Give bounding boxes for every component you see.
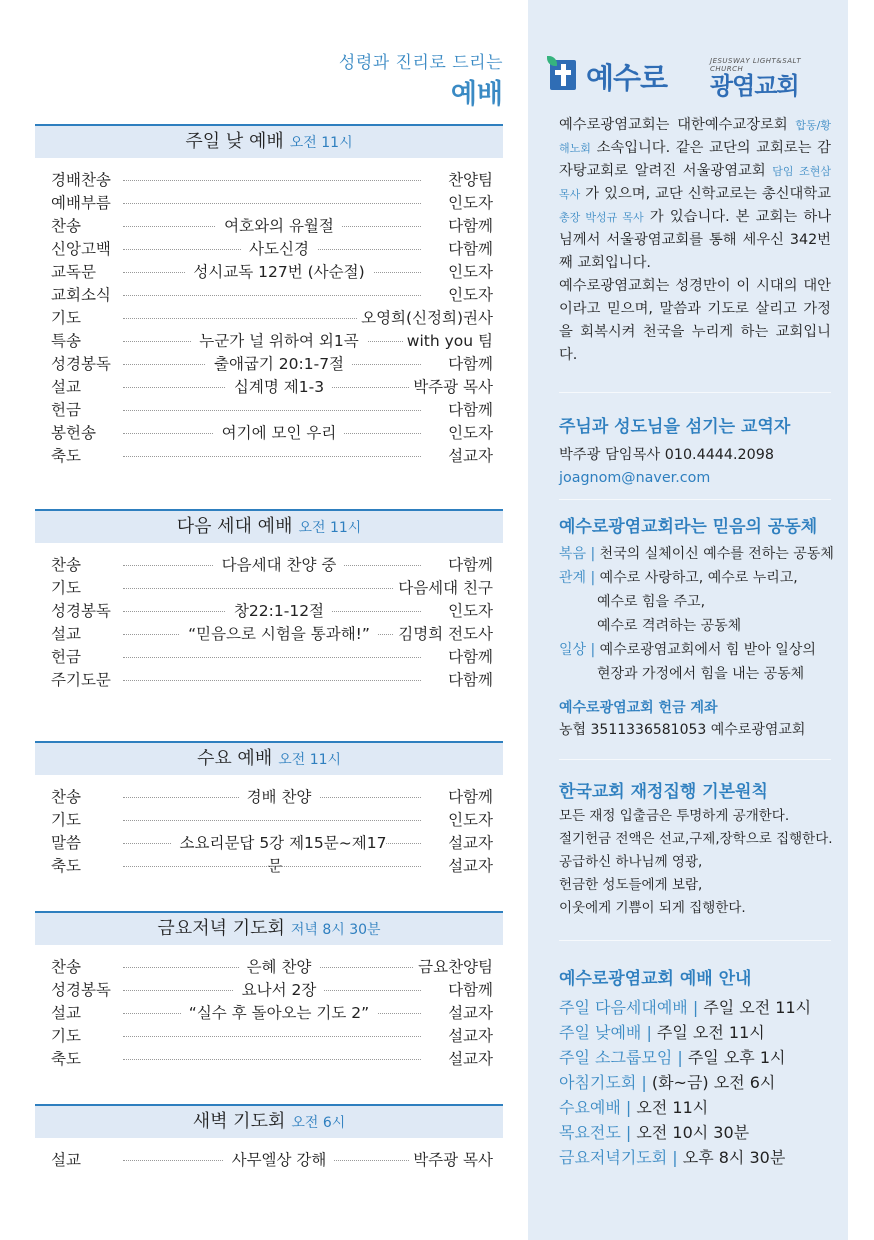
guide-val: 주일 오후 1시	[682, 1048, 786, 1067]
guide-val: 주일 오전 11시	[651, 1023, 765, 1042]
item-key: 복음 |	[559, 546, 596, 562]
order-row	[35, 809, 503, 832]
guide-item	[559, 1020, 811, 1045]
item-text: 천국의 실체이신 예수를 전하는 공동체	[599, 546, 834, 562]
community-title: 예수로광염교회라는 믿음의 공동체	[559, 517, 818, 537]
guide-key: 주일 소그룹모임 |	[559, 1048, 683, 1067]
order-person: 인도자	[444, 192, 493, 215]
order-row	[35, 376, 503, 399]
guide-val: 오전 10시 30분	[631, 1123, 750, 1142]
order-person: 다함께	[444, 215, 493, 238]
order-content-wrap	[165, 261, 393, 284]
order-label: 특송	[51, 330, 85, 353]
order-label: 주기도문	[51, 669, 115, 692]
guide-val: (화~금) 오전 6시	[646, 1073, 776, 1092]
pastor-contact: 박주광 담임목사 010.4444.2098	[559, 447, 774, 463]
guide-key: 주일 다음세대예배 |	[559, 998, 699, 1017]
order-content: 은혜 찬양	[239, 958, 320, 976]
intro-text: 예수로광염교회는 대한예수교장로회	[559, 117, 796, 133]
section-title: 수요 예배	[196, 748, 273, 769]
order-row	[35, 261, 503, 284]
leader-dots	[123, 203, 421, 204]
order-label: 설교	[51, 1149, 85, 1172]
order-content-wrap	[165, 956, 393, 979]
guide-list	[559, 995, 811, 1170]
intro-text: 가 있습니다. 본 교회는 하나님께서 서울광염교회를 통해 세우신 342번째 교회입니다.	[559, 209, 832, 271]
divider	[559, 759, 831, 760]
section-time: 오전 11시	[298, 520, 362, 536]
order-content-wrap	[165, 554, 393, 577]
section-title: 새벽 기도회	[192, 1111, 286, 1132]
guide-key: 목요전도 |	[559, 1123, 632, 1142]
guide-item	[559, 1045, 811, 1070]
order-row	[35, 215, 503, 238]
leader-dots	[123, 456, 421, 457]
order-content: 십계명 제1-3	[226, 378, 332, 396]
leader-dots	[123, 657, 421, 658]
order-person: 설교자	[444, 1048, 493, 1071]
divider	[559, 940, 831, 941]
staff-info	[559, 444, 774, 490]
order-label: 경배찬송	[51, 169, 115, 192]
intro-note: 합동/황해노회	[559, 119, 831, 155]
section-rows	[35, 554, 503, 692]
leader-dots	[123, 588, 421, 589]
order-person: 다함께	[444, 669, 493, 692]
account-number: 농협 3511336581053 예수로광염교회	[559, 722, 806, 738]
section-rows	[35, 1149, 503, 1172]
order-person: 찬양팀	[444, 169, 493, 192]
order-content-wrap	[165, 1149, 393, 1172]
order-person: 설교자	[444, 445, 493, 468]
order-row	[35, 646, 503, 669]
order-label: 성경봉독	[51, 353, 115, 376]
order-row	[35, 855, 503, 878]
finance-line: 모든 재정 입출금은 투명하게 공개한다.	[559, 808, 790, 824]
intro-text: 가 있으며, 교단 신학교로는 총신대학교	[580, 186, 831, 202]
guide-title: 예수로광염교회 예배 안내	[559, 969, 752, 989]
order-label: 축도	[51, 855, 85, 878]
header-title: 예배	[450, 79, 503, 110]
logo-name-2: 광염교회	[710, 72, 799, 100]
order-label: 말씀	[51, 832, 85, 855]
order-person: 설교자	[444, 1025, 493, 1048]
guide-key: 아침기도회 |	[559, 1073, 647, 1092]
staff-title: 주님과 성도님을 섬기는 교역자	[559, 417, 791, 437]
community-item	[559, 542, 834, 566]
guide-key: 수요예배 |	[559, 1098, 632, 1117]
order-person: 인도자	[444, 600, 493, 623]
order-content-wrap	[165, 330, 393, 353]
section-time: 오전 11시	[289, 135, 353, 151]
section-header	[35, 1104, 503, 1138]
order-row	[35, 956, 503, 979]
order-content: 경배 찬양	[239, 788, 320, 806]
order-row	[35, 577, 503, 600]
finance-line: 이웃에게 기쁨이 되게 집행한다.	[559, 900, 746, 916]
order-person: 다함께	[444, 979, 493, 1002]
order-content: 소요리문답 5강 제15문~제17문	[172, 834, 387, 875]
item-key: 관계 |	[559, 570, 596, 586]
order-label: 교회소식	[51, 284, 115, 307]
intro-text: 예수로광염교회는 성경만이 이 시대의 대안이라고 믿으며, 말씀과 기도로 살리고 가정을 회복시켜 천국을 누리게 하는 교회입니다.	[559, 278, 831, 363]
section-rows	[35, 956, 503, 1071]
order-person: 설교자	[444, 832, 493, 855]
order-person: 김명희 전도사	[394, 623, 493, 646]
order-person: 다함께	[444, 786, 493, 809]
order-content-wrap	[165, 353, 393, 376]
order-content: 요나서 2장	[234, 981, 325, 999]
leader-dots	[123, 295, 421, 296]
order-person: 설교자	[444, 855, 493, 878]
finance-line: 헌금한 성도들에게 보람,	[559, 877, 703, 893]
email-link[interactable]: joagnom@naver.com	[559, 470, 711, 486]
order-person: 다함께	[444, 353, 493, 376]
order-label: 찬송	[51, 554, 85, 577]
finance-line: 절기헌금 전액은 선교,구제,장학으로 집행한다.	[559, 831, 833, 847]
order-content: 누군가 널 위하여 외1곡	[191, 332, 366, 350]
order-person: with you 팀	[403, 330, 493, 353]
order-label: 기도	[51, 577, 85, 600]
order-label: 설교	[51, 376, 85, 399]
section-dawn	[35, 1104, 503, 1172]
order-label: 헌금	[51, 646, 85, 669]
section-time: 저녁 8시 30분	[290, 922, 381, 938]
guide-item	[559, 1070, 811, 1095]
order-content: 여기에 모인 우리	[214, 424, 345, 442]
order-label: 찬송	[51, 956, 85, 979]
order-content-wrap	[165, 1002, 393, 1025]
leader-dots	[123, 866, 421, 867]
order-row	[35, 979, 503, 1002]
guide-val: 주일 오전 11시	[698, 998, 812, 1017]
intro-note: 총장 박성규 목사	[559, 211, 644, 224]
order-label: 기도	[51, 809, 85, 832]
order-content-wrap	[165, 979, 393, 1002]
order-row	[35, 445, 503, 468]
order-label: 교독문	[51, 261, 100, 284]
order-row	[35, 169, 503, 192]
order-content: 창22:1-12절	[226, 602, 332, 620]
order-person: 오영희(신정희)권사	[357, 307, 493, 330]
section-time: 오전 6시	[291, 1115, 346, 1131]
order-person: 인도자	[444, 422, 493, 445]
section-next-generation	[35, 509, 503, 692]
section-rows	[35, 786, 503, 878]
order-label: 봉헌송	[51, 422, 100, 445]
section-title: 주일 낮 예배	[185, 131, 284, 152]
order-label: 축도	[51, 445, 85, 468]
order-label: 찬송	[51, 215, 85, 238]
info-sidebar	[528, 0, 848, 1240]
divider	[559, 499, 831, 500]
order-row	[35, 330, 503, 353]
guide-item	[559, 1145, 811, 1170]
order-row	[35, 353, 503, 376]
order-content-wrap	[165, 600, 393, 623]
order-row	[35, 1025, 503, 1048]
item-text: 예수로 격려하는 공동체	[597, 618, 742, 634]
order-label: 신앙고백	[51, 238, 115, 261]
order-person: 다함께	[444, 554, 493, 577]
finance-line: 공급하신 하나님께 영광,	[559, 854, 703, 870]
section-sunday	[35, 124, 503, 468]
order-row	[35, 307, 503, 330]
order-row	[35, 1048, 503, 1071]
account-title: 예수로광염교회 헌금 계좌	[559, 700, 718, 716]
order-label: 축도	[51, 1048, 85, 1071]
logo-english: JESUSWAY LIGHT&SALT CHURCH	[710, 57, 802, 73]
section-title: 금요저녁 기도회	[157, 918, 285, 939]
leader-dots	[123, 820, 421, 821]
order-content-wrap	[165, 238, 393, 261]
order-row	[35, 399, 503, 422]
section-header	[35, 741, 503, 775]
order-row	[35, 623, 503, 646]
intro-note: 담임 조현삼 목사	[559, 165, 831, 201]
guide-item	[559, 995, 811, 1020]
finance-title: 한국교회 재정집행 기본원칙	[559, 782, 768, 802]
leader-dots	[123, 680, 421, 681]
order-row	[35, 600, 503, 623]
order-content-wrap	[165, 215, 393, 238]
order-label: 찬송	[51, 786, 85, 809]
order-person: 인도자	[444, 809, 493, 832]
section-title: 다음 세대 예배	[176, 516, 293, 537]
order-person: 금요찬양팀	[414, 956, 493, 979]
church-intro	[559, 114, 831, 367]
order-person: 박주광 목사	[409, 376, 493, 399]
item-text: 현장과 가정에서 힘을 내는 공동체	[597, 666, 805, 682]
leader-dots	[123, 410, 421, 411]
section-wednesday	[35, 741, 503, 878]
order-label: 성경봉독	[51, 979, 115, 1002]
order-label: 헌금	[51, 399, 85, 422]
guide-val: 오전 11시	[631, 1098, 709, 1117]
order-row	[35, 422, 503, 445]
order-person: 다함께	[444, 238, 493, 261]
header-subtitle: 성령과 진리로 드리는	[338, 53, 503, 73]
guide-item	[559, 1095, 811, 1120]
order-label: 설교	[51, 1002, 85, 1025]
order-person: 인도자	[444, 284, 493, 307]
order-content: 성시교독 127번 (사순절)	[185, 263, 372, 281]
order-row	[35, 1149, 503, 1172]
order-person: 다함께	[444, 646, 493, 669]
order-person: 다함께	[444, 399, 493, 422]
order-content: 여호와의 유월절	[216, 217, 342, 235]
order-label: 설교	[51, 623, 85, 646]
community-list	[559, 542, 834, 686]
community-item	[559, 638, 834, 686]
community-item	[559, 566, 834, 638]
section-time: 오전 11시	[278, 752, 342, 768]
item-text: 예수로 사랑하고, 예수로 누리고,	[599, 570, 798, 586]
order-person: 설교자	[444, 1002, 493, 1025]
order-content-wrap	[165, 623, 393, 646]
section-header	[35, 911, 503, 945]
section-header	[35, 509, 503, 543]
order-content: 출애굽기 20:1-7절	[206, 355, 352, 373]
order-content: 사무엘상 강해	[224, 1151, 335, 1169]
intro-text: 소속입니다. 같은 교단의 교회로는 감자탕교회로 알려진 서울광염교회	[559, 140, 831, 179]
order-person: 박주광 목사	[409, 1149, 493, 1172]
order-row	[35, 1002, 503, 1025]
order-row	[35, 284, 503, 307]
finance-principles	[559, 805, 833, 920]
order-content-wrap	[165, 422, 393, 445]
divider	[559, 392, 831, 393]
order-row	[35, 786, 503, 809]
order-content-wrap	[165, 786, 393, 809]
leader-dots	[123, 1036, 421, 1037]
leaf-icon	[547, 56, 557, 66]
order-label: 기도	[51, 307, 85, 330]
order-row	[35, 238, 503, 261]
order-label: 예배부름	[51, 192, 115, 215]
order-row	[35, 669, 503, 692]
leader-dots	[123, 180, 421, 181]
order-content: 다음세대 찬양 중	[214, 556, 345, 574]
order-row	[35, 554, 503, 577]
section-header	[35, 124, 503, 158]
order-content-wrap	[165, 376, 393, 399]
church-logo	[550, 56, 835, 100]
order-person: 다음세대 친구	[394, 577, 493, 600]
leader-dots	[123, 1059, 421, 1060]
item-text: 예수로 힘을 주고,	[597, 594, 706, 610]
order-row	[35, 192, 503, 215]
guide-item	[559, 1120, 811, 1145]
logo-name: 예수로	[586, 61, 668, 95]
section-friday	[35, 911, 503, 1071]
item-text: 예수로광염교회에서 힘 받아 일상의	[599, 642, 816, 658]
order-label: 성경봉독	[51, 600, 115, 623]
guide-val: 오후 8시 30분	[677, 1148, 786, 1167]
item-key: 일상 |	[559, 642, 596, 658]
order-label: 기도	[51, 1025, 85, 1048]
order-content: “믿음으로 시험을 통과해!”	[180, 625, 378, 643]
guide-key: 금요저녁기도회 |	[559, 1148, 678, 1167]
order-content: “실수 후 돌아오는 기도 2”	[181, 1004, 377, 1022]
order-person: 인도자	[444, 261, 493, 284]
order-content: 사도신경	[241, 240, 317, 258]
section-rows	[35, 169, 503, 468]
guide-key: 주일 낮예배 |	[559, 1023, 652, 1042]
